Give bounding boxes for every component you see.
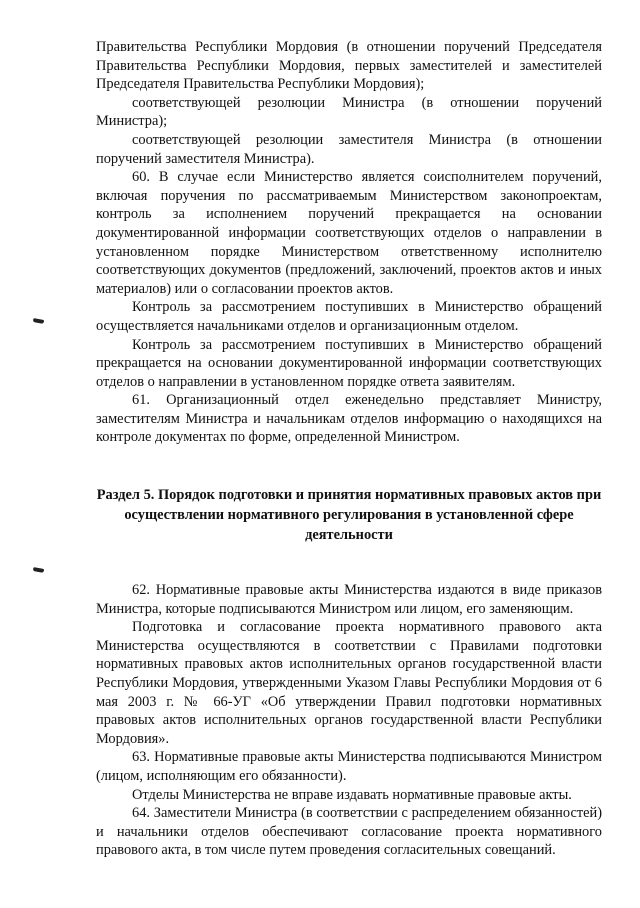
- paragraph: Правительства Республики Мордовия (в отношении поручений Председателя Правительства Республики Мордовия, первых заместителей и заместителей Председателя Правительства Республики Мордовия);: [96, 39, 602, 93]
- paragraph: соответствующей резолюции заместителя Министра (в отношении поручений заместителя Министра).: [96, 131, 602, 167]
- paragraph-64: 64. Заместители Министра (в соответствии с распределением обязанностей) и начальники отделов обеспечивают согласование проекта нормативного правового акта, в том числе путем проведения согласительных совещаний.: [96, 805, 602, 859]
- paragraph: Отделы Министерства не вправе издавать нормативные правовые акты.: [132, 786, 572, 803]
- margin-mark: [33, 318, 45, 324]
- paragraph: Подготовка и согласование проекта нормативного правового акта Министерства осуществляются в соответствии с Правилами подготовки нормативных правовых актов исполнительных органов государственной власти Республики Мордовия, утвержденными Указом Главы Республики Мордовия от 6 мая 2003 г. № 66-УГ «Об утверждении Правил подготовки нормативных правовых актов исполнительных органов государственной власти Республики Мордовия».: [96, 619, 602, 747]
- paragraph-60: 60. В случае если Министерство является соисполнителем поручений, включая поручения по рассматриваемым Министерством законопроектам, контроль за исполнением поручений прекращается на основании документированной информации соответствующих отделов о направлении в установленном порядке Министерством ответственному исполнителю соответствующих документов (предложений, заключений, проектов актов и иных материалов) или о согласовании проектов актов.: [96, 169, 602, 297]
- paragraph-61: 61. Организационный отдел еженедельно представляет Министру, заместителям Министра и начальникам отделов информацию о находящихся на контроле документах по форме, определенной Министром.: [96, 392, 602, 446]
- document-page: [96, 38, 602, 860]
- paragraph: Контроль за рассмотрением поступивших в Министерство обращений осуществляется начальниками отделов и организационным отделом.: [96, 299, 602, 334]
- margin-mark: [33, 567, 45, 573]
- paragraph: Контроль за рассмотрением поступивших в Министерство обращений прекращается на основании документированной информации соответствующих отделов о направлении в установленном порядке ответа заявителям.: [96, 336, 602, 390]
- section-heading: Раздел 5. Порядок подготовки и принятия нормативных правовых актов при осуществлении нормативного регулирования в установленной сфере деятельности: [96, 487, 602, 544]
- paragraph: соответствующей резолюции Министра (в отношении поручений Министра);: [96, 94, 602, 130]
- paragraph-62: 62. Нормативные правовые акты Министерства издаются в виде приказов Министра, которые подписываются Министром или лицом, его заменяющим.: [96, 582, 602, 617]
- paragraph-63: 63. Нормативные правовые акты Министерства подписываются Министром (лицом, исполняющим его обязанности).: [96, 749, 602, 784]
